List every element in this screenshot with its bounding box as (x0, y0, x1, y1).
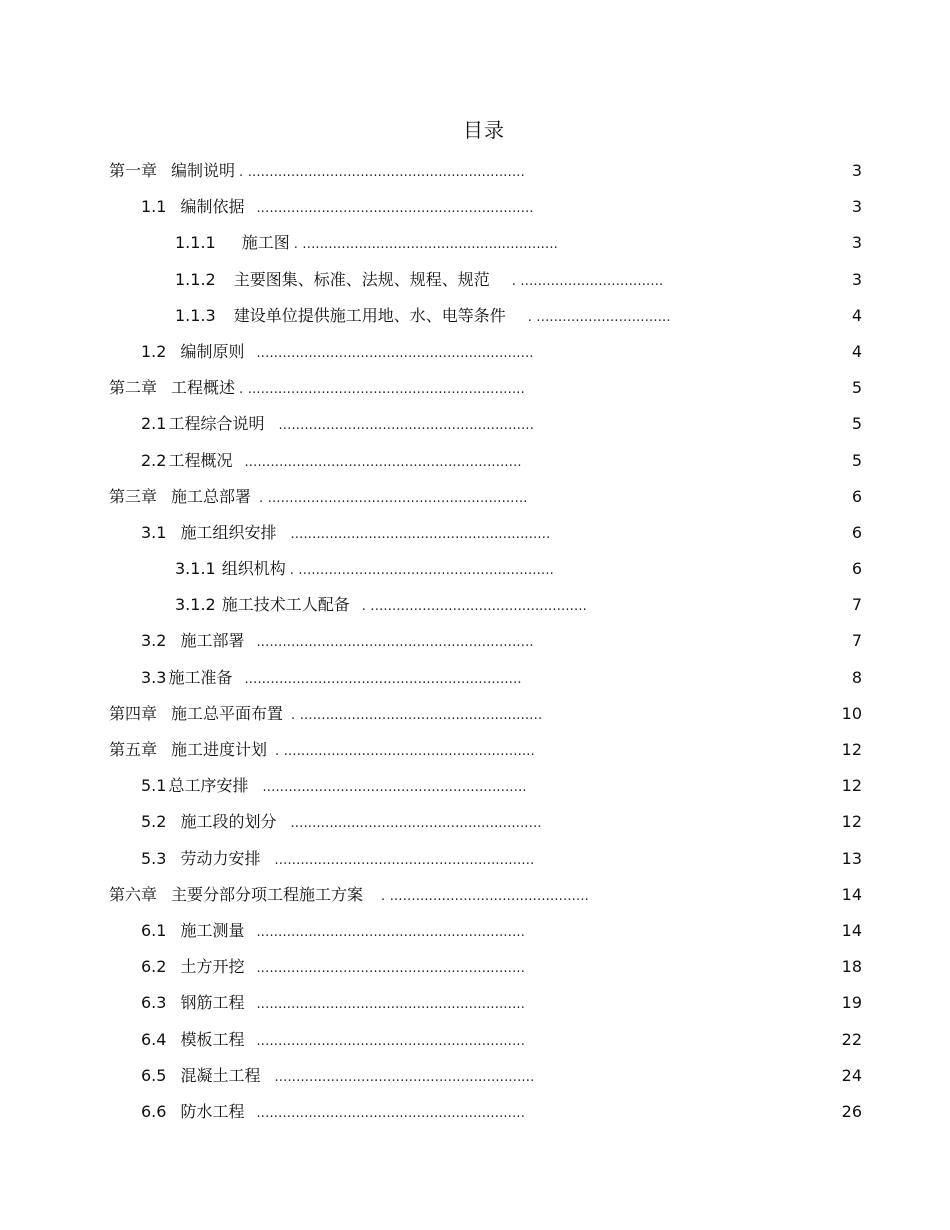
toc-entry-number: 第六章 (109, 884, 158, 904)
toc-page-number: 13 (841, 848, 862, 868)
page-title: 目录 (463, 118, 505, 142)
toc-entry-number: 2.1 (141, 414, 167, 434)
toc-entry[interactable] (0, 1058, 950, 1094)
toc-entry-number: 第三章 (109, 486, 158, 506)
toc-entry-heading (141, 189, 534, 227)
toc-entry-number: 2.2 (141, 450, 167, 470)
toc-entry-number: 3.1.1 (175, 559, 216, 579)
toc-entry[interactable] (0, 479, 950, 515)
toc-entry[interactable] (0, 985, 950, 1021)
toc-entry-number: 5.1 (141, 776, 167, 796)
toc-dot-leader: ................................................................ (244, 671, 522, 687)
toc-entry-title: 工程概况 (168, 450, 233, 470)
toc-entry-number: 6.2 (141, 957, 167, 977)
toc-entry-title: 施工段的划分 (180, 812, 277, 832)
toc-entry[interactable] (0, 1022, 950, 1058)
toc-entry-heading (141, 1094, 525, 1132)
toc-page-number: 6 (851, 522, 862, 542)
toc-entry-title: 施工准备 (168, 667, 233, 687)
toc-dot-leader: . ................................................................ (239, 165, 525, 180)
toc-entry-number: 1.1.1 (175, 233, 216, 253)
toc-entry[interactable] (0, 515, 950, 551)
toc-dot-leader: .............................................................. (256, 997, 526, 1013)
toc-entry-heading (109, 370, 525, 408)
toc-entry[interactable] (0, 370, 950, 406)
toc-page-number: 12 (841, 776, 862, 796)
toc-dot-leader: ............................................................ (274, 852, 535, 868)
toc-entry-number: 5.3 (141, 848, 167, 868)
toc-dot-leader: .............................................................. (256, 961, 526, 977)
toc-entry-title: 工程综合说明 (168, 414, 265, 434)
toc-dot-leader: . ............................................................ (259, 490, 528, 506)
toc-entry-title: 施工测量 (180, 920, 245, 940)
toc-dot-leader: .............................................................. (256, 924, 526, 940)
toc-page-number: 18 (841, 957, 862, 977)
toc-entry[interactable] (0, 877, 950, 913)
toc-page-number: 14 (841, 884, 862, 904)
toc-entry-heading (109, 696, 542, 734)
toc-dot-leader: ................................................................ (256, 345, 534, 361)
toc-page-number: 7 (851, 595, 862, 615)
toc-entry-title: 混凝土工程 (180, 1065, 261, 1085)
toc-dot-leader: . ........................................................ (291, 707, 543, 723)
toc-entry-heading (141, 913, 525, 951)
toc-dot-leader: ........................................................... (278, 418, 535, 434)
toc-dot-leader: ............................................................. (262, 780, 527, 796)
toc-page-number: 4 (851, 305, 862, 325)
toc-entry-number: 3.3 (141, 667, 167, 687)
toc-entry[interactable] (0, 551, 950, 587)
toc-entry[interactable] (0, 804, 950, 840)
toc-entry-heading (141, 334, 534, 372)
toc-entry[interactable] (0, 153, 950, 189)
toc-entry[interactable] (0, 189, 950, 225)
toc-page-number: 5 (851, 414, 862, 434)
toc-entry[interactable] (0, 587, 950, 623)
toc-entry-title: 施工总平面布置 (171, 703, 284, 723)
toc-page-number: 12 (841, 812, 862, 832)
toc-entry-heading (175, 551, 554, 589)
toc-entry-title: 编制依据 (180, 197, 245, 217)
toc-dot-leader: .............................................................. (256, 1033, 526, 1049)
toc-entry-heading (109, 153, 525, 191)
toc-entry-number: 1.2 (141, 341, 167, 361)
toc-dot-leader: . ............................... (527, 309, 671, 325)
toc-entry[interactable] (0, 841, 950, 877)
toc-entry-heading (141, 804, 542, 842)
toc-page-number: 4 (851, 341, 862, 361)
toc-entry-title: 组织机构 (221, 559, 286, 579)
toc-entry[interactable] (0, 334, 950, 370)
toc-entry[interactable] (0, 660, 950, 696)
toc-entry-heading (141, 985, 525, 1023)
toc-dot-leader: . .......................................................... (275, 744, 535, 759)
toc-entry-number: 第五章 (109, 740, 158, 759)
toc-dot-leader: ............................................................ (290, 526, 551, 542)
toc-entry-heading (141, 623, 534, 661)
toc-entry[interactable] (0, 913, 950, 949)
toc-entry[interactable] (0, 225, 950, 261)
toc-entry-title: 编制说明 (171, 161, 236, 180)
toc-dot-leader: ................................................................ (244, 454, 522, 470)
toc-dot-leader: ................................................................ (256, 201, 534, 217)
toc-entry-heading (175, 298, 671, 336)
toc-entry-heading (175, 225, 558, 263)
toc-page-number: 6 (851, 486, 862, 506)
toc-page-number: 3 (851, 269, 862, 289)
toc-entry-heading (109, 732, 535, 770)
toc-entry-number: 6.3 (141, 993, 167, 1013)
toc-dot-leader: . ................................. (511, 273, 664, 289)
toc-dot-leader: . ........................................................... (289, 563, 555, 579)
toc-entry-heading (141, 768, 527, 806)
toc-entry[interactable] (0, 768, 950, 804)
toc-entry-title: 施工部署 (180, 631, 245, 651)
toc-entry-heading (109, 479, 528, 517)
toc-page-number: 10 (841, 703, 862, 723)
toc-entry[interactable] (0, 732, 950, 768)
toc-entry-heading (141, 949, 525, 987)
toc-dot-leader: .......................................................... (290, 816, 542, 832)
toc-entry-title: 编制原则 (180, 341, 245, 361)
toc-entry-title: 主要图集、标准、法规、规程、规范 (233, 269, 490, 289)
toc-entry-number: 5.2 (141, 812, 167, 832)
toc-entry-title: 模板工程 (180, 1029, 245, 1049)
toc-page-number: 7 (851, 631, 862, 651)
toc-page-number: 12 (841, 740, 862, 759)
toc-entry-number: 第二章 (109, 378, 158, 398)
toc-page-number: 24 (841, 1065, 862, 1085)
toc-entry-number: 第一章 (109, 161, 158, 180)
toc-entry-number: 6.5 (141, 1065, 167, 1085)
toc-entry-number: 1.1.3 (175, 305, 216, 325)
toc-entry-heading (141, 406, 534, 444)
toc-entry-number: 6.1 (141, 920, 167, 940)
toc-entry-heading (175, 587, 587, 625)
toc-entry[interactable] (0, 262, 950, 298)
toc-entry[interactable] (0, 406, 950, 442)
toc-dot-leader: . ................................................................ (239, 382, 525, 398)
toc-entry-heading (141, 443, 522, 481)
toc-entry-title: 钢筋工程 (180, 993, 245, 1013)
toc-entry[interactable] (0, 949, 950, 985)
toc-page-number: 5 (851, 450, 862, 470)
toc-entry[interactable] (0, 696, 950, 732)
toc-entry-number: 1.1.2 (175, 269, 216, 289)
toc-page-number: 6 (851, 559, 862, 579)
toc-dot-leader: .............................................................. (256, 1105, 526, 1121)
toc-page-number: 14 (841, 920, 862, 940)
toc-entry-number: 6.6 (141, 1101, 167, 1121)
toc-entry-heading (141, 841, 534, 879)
toc-entry-title: 防水工程 (180, 1101, 245, 1121)
toc-entry[interactable] (0, 623, 950, 659)
toc-dot-leader: ................................................................ (256, 635, 534, 651)
toc-entry-heading (141, 1058, 534, 1096)
toc-entry-heading (141, 660, 522, 698)
toc-entry-title: 施工总部署 (171, 486, 252, 506)
toc-entry-number: 1.1 (141, 197, 167, 217)
toc-page-number: 3 (851, 161, 862, 180)
toc-page-number: 8 (851, 667, 862, 687)
toc-entry-title: 施工组织安排 (180, 522, 277, 542)
toc-entry-heading (141, 515, 550, 553)
toc-entry-number: 3.1 (141, 522, 167, 542)
toc-page-number: 5 (851, 378, 862, 398)
toc-entry-title: 施工技术工人配备 (221, 595, 350, 615)
toc-dot-leader: ............................................................ (274, 1069, 535, 1085)
toc-dot-leader: . ........................................................... (293, 237, 559, 253)
toc-entry-title: 总工序安排 (168, 776, 249, 796)
toc-entry[interactable] (0, 443, 950, 479)
toc-entry-title: 主要分部分项工程施工方案 (171, 884, 364, 904)
toc-entry-heading (175, 262, 663, 300)
toc-entry-title: 建设单位提供施工用地、水、电等条件 (233, 305, 506, 325)
toc-entry-number: 3.2 (141, 631, 167, 651)
toc-dot-leader: . .................................................. (361, 599, 588, 615)
toc-entry-title: 劳动力安排 (180, 848, 261, 868)
toc-entry-number: 3.1.2 (175, 595, 216, 615)
toc-dot-leader: . .............................................. (381, 888, 589, 904)
toc-entry-title: 施工图 (241, 233, 290, 253)
toc-entry-number: 6.4 (141, 1029, 167, 1049)
toc-entry-title: 土方开挖 (180, 957, 245, 977)
toc-page-number: 3 (851, 197, 862, 217)
toc-entry[interactable] (0, 1094, 950, 1130)
toc-page-number: 22 (841, 1029, 862, 1049)
toc-entry-number: 第四章 (109, 703, 158, 723)
toc-entry-heading (141, 1022, 525, 1060)
toc-entry-heading (109, 877, 589, 915)
toc-page-number: 3 (851, 233, 862, 253)
toc-entry-title: 工程概述 (171, 378, 236, 398)
toc-entry-title: 施工进度计划 (171, 740, 268, 759)
table-of-contents (0, 153, 950, 1130)
toc-entry[interactable] (0, 298, 950, 334)
toc-page-number: 19 (841, 993, 862, 1013)
toc-page-number: 26 (841, 1101, 862, 1121)
